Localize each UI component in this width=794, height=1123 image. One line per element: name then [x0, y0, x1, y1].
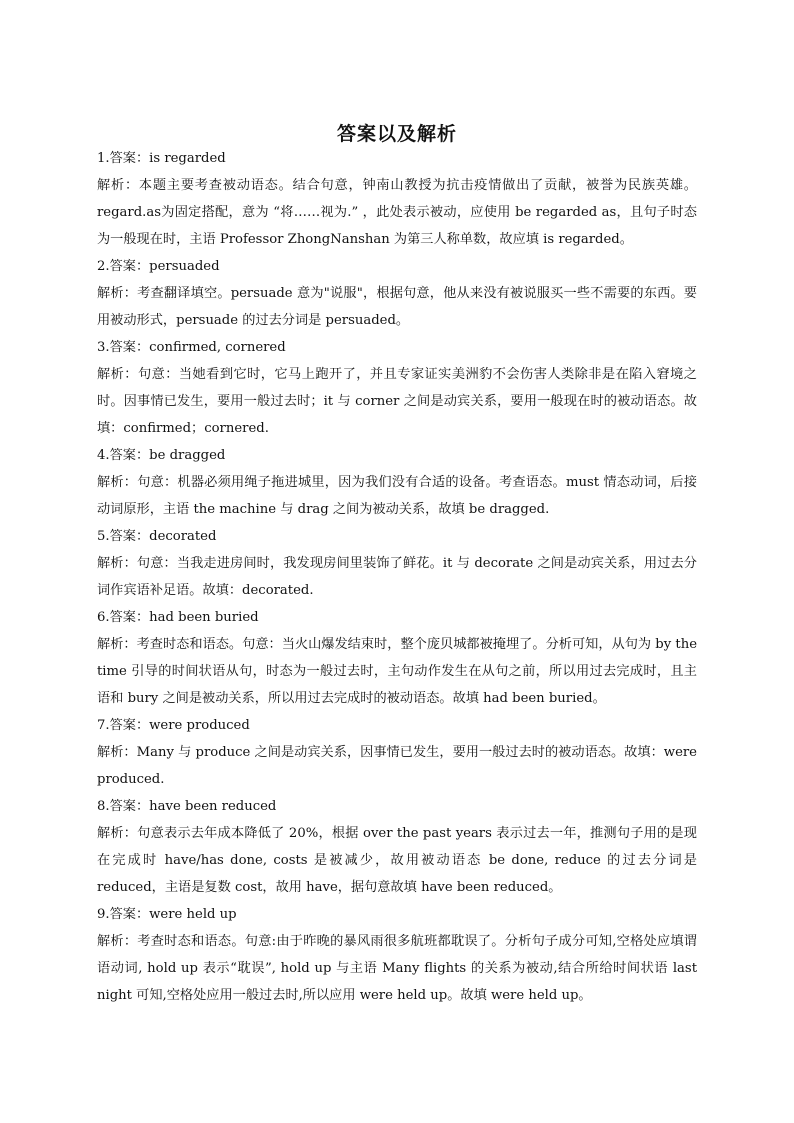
explanation-4: 解析：句意：机器必须用绳子拖进城里，因为我们没有合适的设备。考查语态。must 情态动词，后接动词原形，主语 the machine 与 drag 之间为被动关系，故填 be dragged.	[97, 475, 697, 517]
answer-1: 1.答案：is regarded	[97, 151, 226, 166]
answer-8: 8.答案：have been reduced	[97, 799, 277, 814]
answer-list	[97, 145, 697, 1009]
explanation-8: 解析：句意表示去年成本降低了 20%，根据 over the past years 表示过去一年，推测句子用的是现在完成时 have/has done, costs 是被减少，故用被动语态 be done, reduce 的过去分词是 reduced，主语是复数 cost，故用 have，据句意故填 have been reduced。	[97, 826, 697, 895]
explanation-3: 解析：句意：当她看到它时，它马上跑开了，并且专家证实美洲豹不会伤害人类除非是在陷入窘境之时。因事情已发生，要用一般过去时；it 与 corner 之间是动宾关系，要用一般现在时的被动语态。故填：confirmed；cornered.	[97, 367, 697, 436]
explanation-6: 解析：考查时态和语态。句意：当火山爆发结束时，整个庞贝城都被掩埋了。分析可知，从句为 by the time 引导的时间状语从句，时态为一般过去时，主句动作发生在从句之前，所以用过去完成时，且主语和 bury 之间是被动关系，所以用过去完成时的被动语态。故填 had been buried。	[97, 637, 697, 706]
answer-3: 3.答案：confirmed, cornered	[97, 340, 286, 355]
answer-6: 6.答案：had been buried	[97, 610, 259, 625]
answer-9: 9.答案：were held up	[97, 907, 237, 922]
answer-2: 2.答案：persuaded	[97, 259, 220, 274]
explanation-9: 解析：考查时态和语态。句意:由于昨晚的暴风雨很多航班都耽误了。分析句子成分可知,空格处应填谓语动词, hold up 表示“耽误”, hold up 与主语 Many flights 的关系为被动,结合所给时间状语 last night 可知,空格处应用一般过去时,所以应用 were held up。故填 were held up。	[97, 934, 697, 1003]
answer-7: 7.答案：were produced	[97, 718, 250, 733]
explanation-7: 解析：Many 与 produce 之间是动宾关系，因事情已发生，要用一般过去时的被动语态。故填：were produced.	[97, 745, 697, 787]
page-title: 答案以及解析	[336, 123, 457, 145]
answer-4: 4.答案：be dragged	[97, 448, 226, 463]
explanation-2: 解析：考查翻译填空。persuade 意为"说服"，根据句意，他从来没有被说服买一些不需要的东西。要用被动形式，persuade 的过去分词是 persuaded。	[97, 286, 697, 328]
explanation-5: 解析：句意：当我走进房间时，我发现房间里装饰了鲜花。it 与 decorate 之间是动宾关系，用过去分词作宾语补足语。故填：decorated.	[97, 556, 697, 598]
answer-5: 5.答案：decorated	[97, 529, 217, 544]
explanation-1: 解析：本题主要考查被动语态。结合句意，钟南山教授为抗击疫情做出了贡献，被誉为民族英雄。regard.as为固定搭配，意为 “将……视为.” ，此处表示被动，应使用 be regarded as，且句子时态为一般现在时，主语 Professor ZhongNanshan 为第三人称单数，故应填 is regarded。	[97, 178, 697, 247]
